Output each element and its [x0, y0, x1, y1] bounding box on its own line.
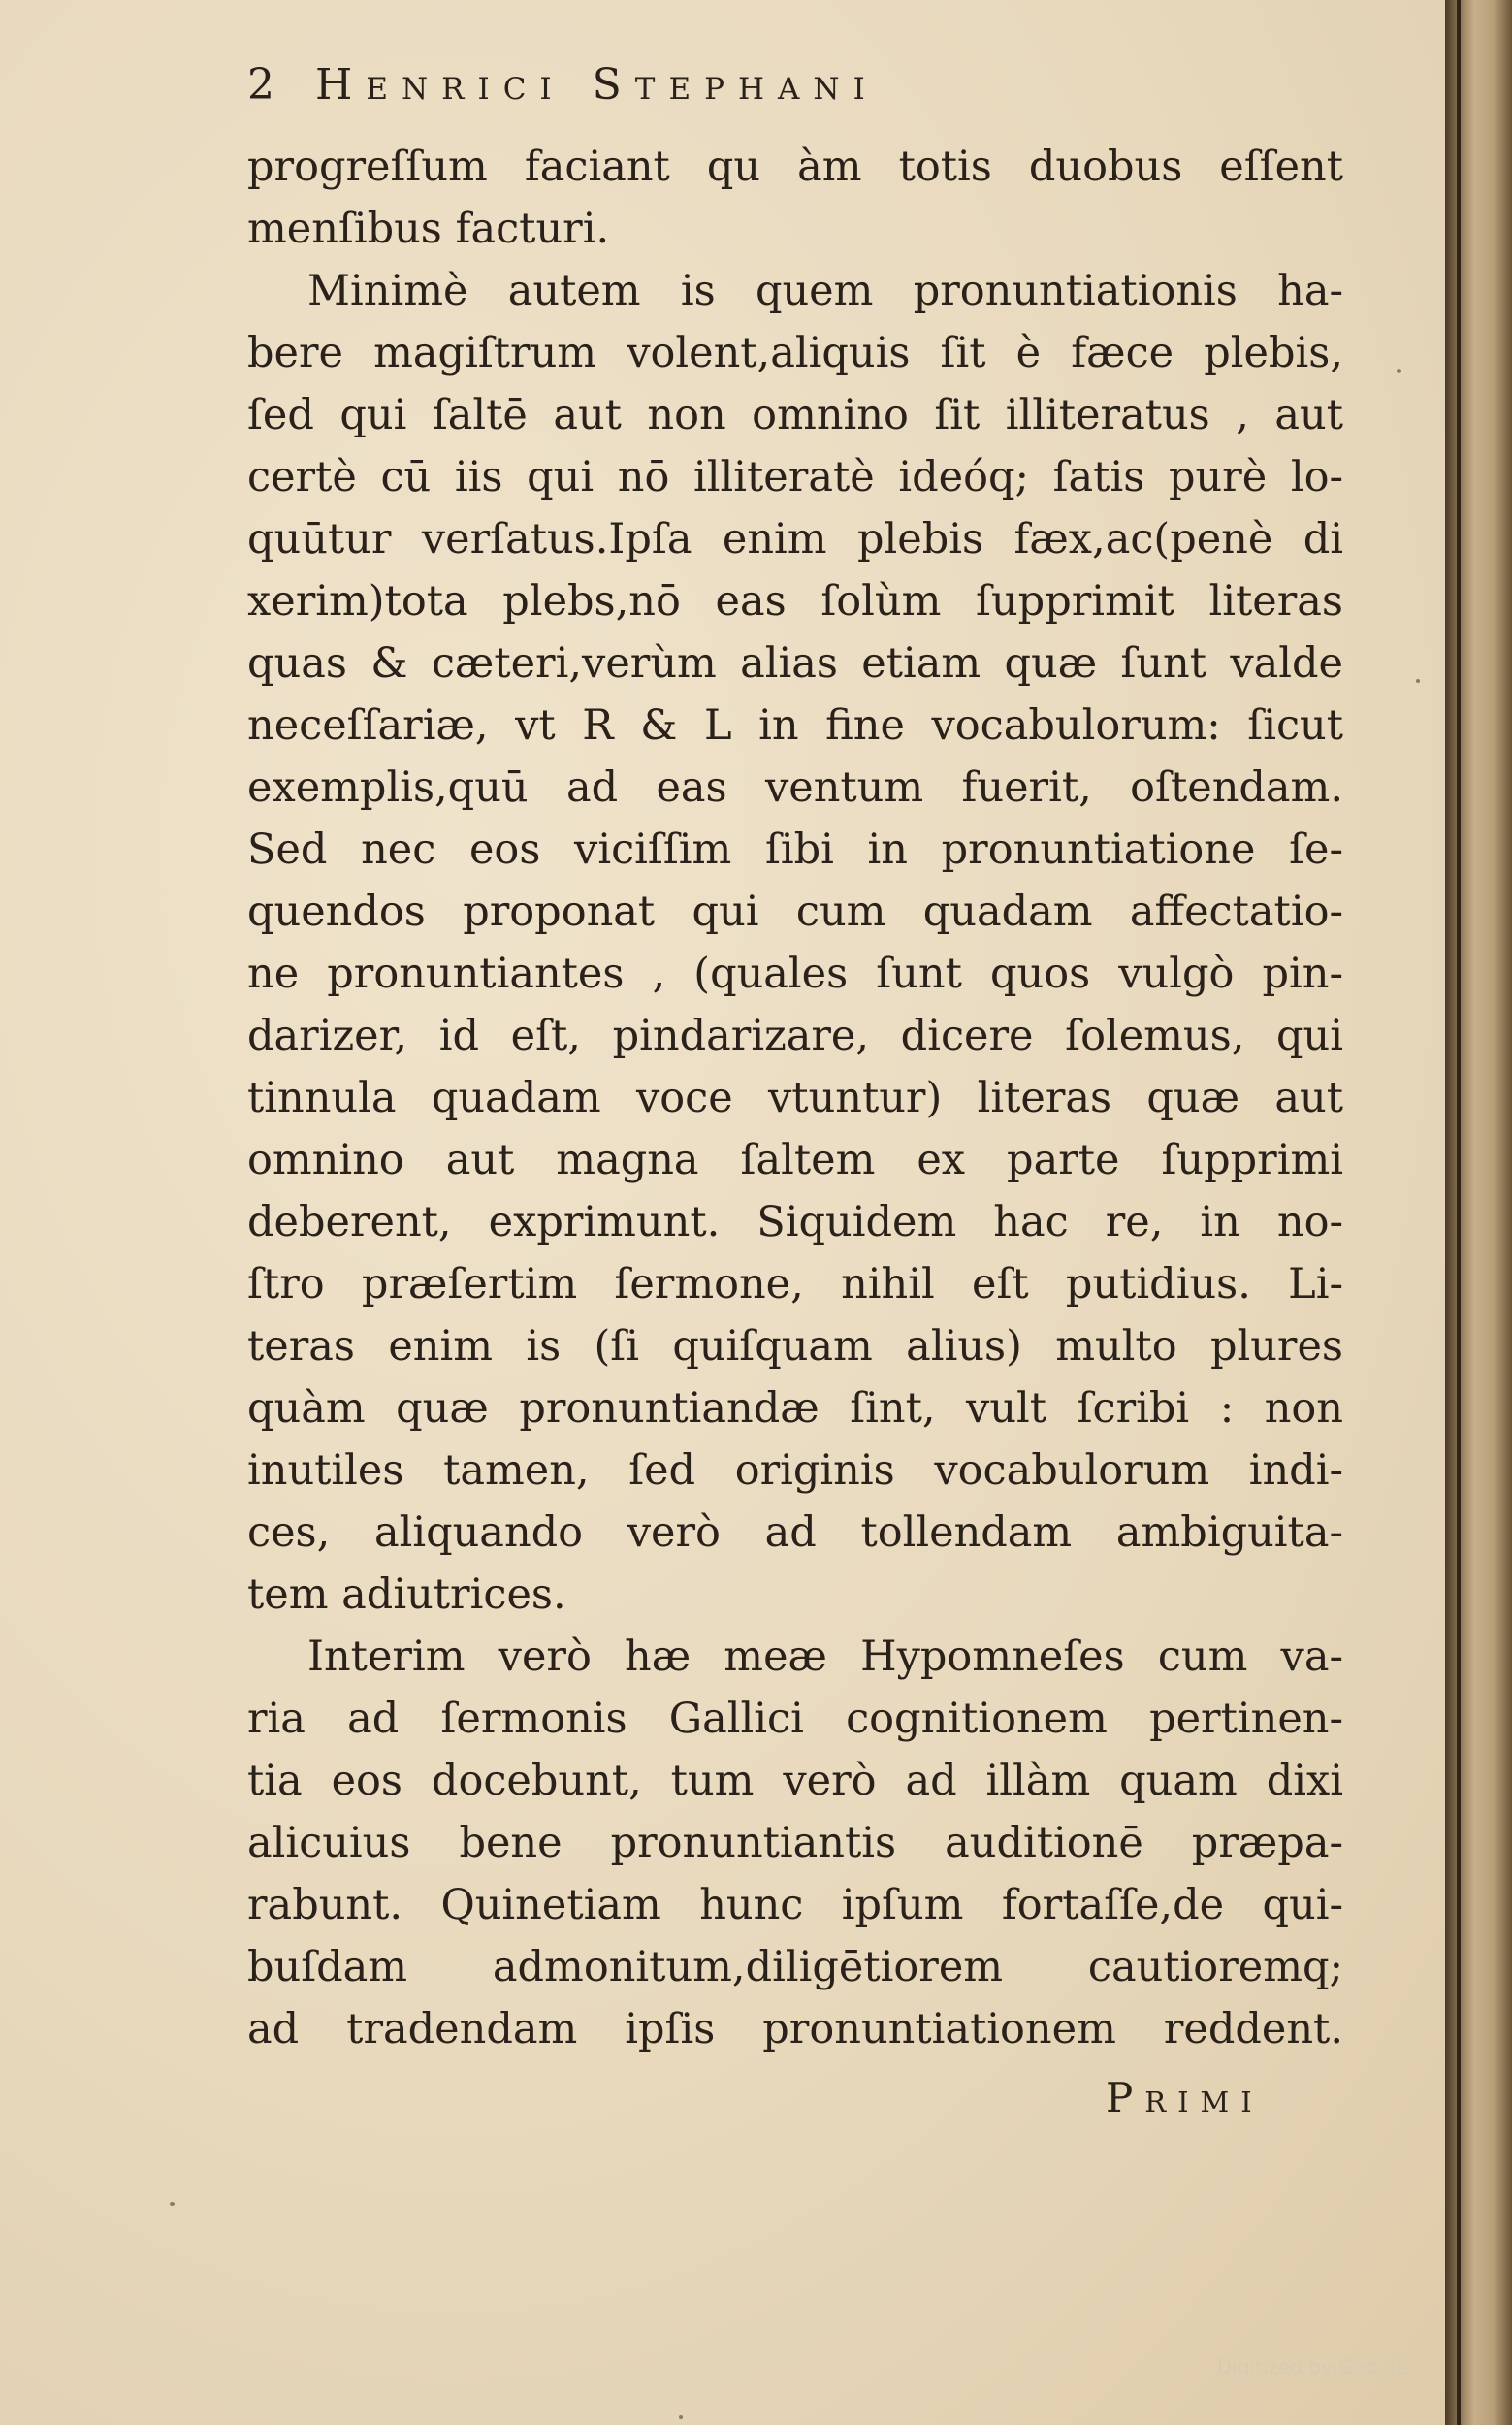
digitization-watermark: Digitized by Google — [1217, 2355, 1407, 2378]
text-line: Minimè autem is quem pronuntiationis ha- — [307, 267, 1343, 315]
text-line: quas & cæteri,verùm alias etiam quæ ſunt valde — [247, 639, 1343, 688]
paper-speck — [1397, 369, 1401, 373]
text-line: deberent, exprimunt. Siquidem hac re, in no- — [247, 1198, 1343, 1246]
text-line: tinnula quadam voce vtuntur) literas quæ aut — [247, 1074, 1343, 1122]
page-number: 2 — [247, 60, 274, 110]
text-line: teras enim is (ſi quiſquam alius) multo plures — [247, 1322, 1343, 1371]
text-line: quūtur verſatus.Ipſa enim plebis fæx,ac(penè di — [247, 515, 1343, 564]
running-title: Henrici Stephani — [315, 60, 879, 110]
paper-speck — [1416, 679, 1420, 683]
text-line: ad tradendam ipſis pronuntiationem reddent. — [247, 2005, 1343, 2053]
text-line: neceſſariæ, vt R & L in fine vocabulorum: ſicut — [247, 701, 1343, 750]
catchword: Primi — [1106, 2074, 1264, 2121]
paper-speck — [679, 2415, 683, 2419]
text-line: ſtro præſertim ſermone, nihil eſt putidius. Li- — [247, 1260, 1343, 1309]
text-line: bere magiſtrum volent,aliquis ſit è fæce plebis, — [247, 329, 1343, 377]
text-line: menſibus facturi. — [247, 205, 610, 253]
text-line: tem adiutrices. — [247, 1570, 566, 1619]
text-line: darizer, id eſt, pindarizare, dicere ſolemus, qui — [247, 1012, 1343, 1060]
text-line: rabunt. Quinetiam hunc ipſum fortaſſe,de qui- — [247, 1881, 1343, 1929]
text-line: quàm quæ pronuntiandæ ſint, vult ſcribi : non — [247, 1384, 1343, 1433]
text-line: alicuius bene pronuntiantis auditionē præpa- — [247, 1819, 1343, 1867]
text-line: ne pronuntiantes , (quales ſunt quos vulgò pin- — [247, 950, 1343, 998]
text-line: tia eos docebunt, tum verò ad illàm quam dixi — [247, 1757, 1343, 1805]
text-line: Interim verò hæ meæ Hypomneſes cum va- — [307, 1633, 1343, 1681]
body-text — [247, 136, 1343, 2060]
text-line: quendos proponat qui cum quadam affectatio- — [247, 888, 1343, 936]
text-line: omnino aut magna ſaltem ex parte ſupprimi — [247, 1136, 1343, 1184]
text-line: ria ad ſermonis Gallici cognitionem pertinen- — [247, 1695, 1343, 1743]
text-line: ſed qui ſaltē aut non omnino ſit illiteratus , aut — [247, 391, 1343, 439]
text-line: certè cū iis qui nō illiteratè ideóq; ſatis purè lo- — [247, 453, 1343, 501]
text-line: ces, aliquando verò ad tollendam ambiguita- — [247, 1508, 1343, 1557]
text-line: Sed nec eos viciſſim ſibi in pronuntiatione ſe- — [247, 825, 1343, 874]
page-gutter — [1445, 0, 1512, 2425]
text-line: buſdam admonitum,diligētiorem cautioremq; — [247, 1943, 1343, 1991]
text-line: progreſſum faciant qu àm totis duobus eſſent — [247, 143, 1343, 191]
binding-edge — [1457, 0, 1461, 2425]
text-line: inutiles tamen, ſed originis vocabulorum indi- — [247, 1446, 1343, 1495]
text-line: exemplis,quū ad eas ventum fuerit, oſtendam. — [247, 763, 1343, 812]
text-line: xerim)tota plebs,nō eas ſolùm ſupprimit literas — [247, 577, 1343, 626]
paper-speck — [170, 2202, 175, 2206]
page-header — [247, 60, 1392, 118]
